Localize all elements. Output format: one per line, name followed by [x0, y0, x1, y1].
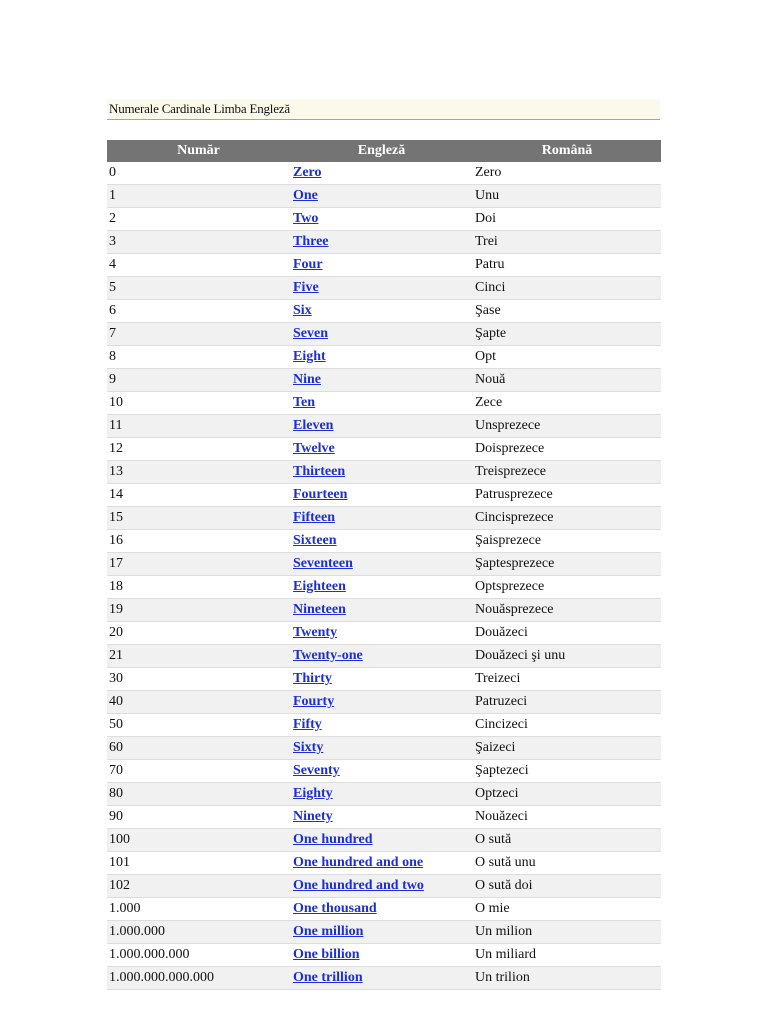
english-cell	[290, 875, 473, 898]
romanian-cell: O sută unu	[473, 852, 661, 875]
romanian-cell: Şaptezeci	[473, 760, 661, 783]
number-cell: 15	[107, 507, 290, 530]
english-word-link[interactable]: Fifty	[293, 717, 322, 732]
table-row	[107, 576, 661, 599]
english-word-link[interactable]: Fourteen	[293, 487, 348, 502]
english-word-link[interactable]: One hundred and two	[293, 878, 424, 893]
column-header-romanian: Română	[473, 140, 661, 162]
column-header-english: Engleză	[290, 140, 473, 162]
romanian-cell: Şaizeci	[473, 737, 661, 760]
number-cell: 100	[107, 829, 290, 852]
english-cell	[290, 369, 473, 392]
romanian-cell: Unsprezece	[473, 415, 661, 438]
table-row	[107, 691, 661, 714]
romanian-cell: Cincisprezece	[473, 507, 661, 530]
english-cell	[290, 714, 473, 737]
english-cell	[290, 300, 473, 323]
table-row	[107, 737, 661, 760]
english-word-link[interactable]: Eighty	[293, 786, 333, 801]
english-cell	[290, 162, 473, 185]
table-row	[107, 323, 661, 346]
romanian-cell: Doi	[473, 208, 661, 231]
table-row	[107, 944, 661, 967]
romanian-cell: Trei	[473, 231, 661, 254]
number-cell: 12	[107, 438, 290, 461]
number-cell: 102	[107, 875, 290, 898]
english-word-link[interactable]: Seventeen	[293, 556, 353, 571]
romanian-cell: O sută	[473, 829, 661, 852]
english-cell	[290, 576, 473, 599]
romanian-cell: Nouăsprezece	[473, 599, 661, 622]
table-row	[107, 553, 661, 576]
english-cell	[290, 231, 473, 254]
table-row	[107, 484, 661, 507]
english-word-link[interactable]: Five	[293, 280, 319, 295]
romanian-cell: Un miliard	[473, 944, 661, 967]
english-word-link[interactable]: One trillion	[293, 970, 363, 985]
number-cell: 18	[107, 576, 290, 599]
romanian-cell: Douăzeci	[473, 622, 661, 645]
english-word-link[interactable]: Three	[293, 234, 329, 249]
number-cell: 0	[107, 162, 290, 185]
english-word-link[interactable]: Eighteen	[293, 579, 346, 594]
english-cell	[290, 599, 473, 622]
number-cell: 6	[107, 300, 290, 323]
table-row	[107, 392, 661, 415]
number-cell: 1.000.000.000.000	[107, 967, 290, 990]
number-cell: 70	[107, 760, 290, 783]
english-word-link[interactable]: Nineteen	[293, 602, 346, 617]
english-cell	[290, 392, 473, 415]
english-cell	[290, 208, 473, 231]
english-word-link[interactable]: Two	[293, 211, 319, 226]
english-cell	[290, 277, 473, 300]
number-cell: 9	[107, 369, 290, 392]
english-word-link[interactable]: Sixty	[293, 740, 324, 755]
romanian-cell: Şaisprezece	[473, 530, 661, 553]
table-row	[107, 829, 661, 852]
english-word-link[interactable]: Seventy	[293, 763, 340, 778]
number-cell: 30	[107, 668, 290, 691]
number-cell: 2	[107, 208, 290, 231]
number-cell: 1.000.000	[107, 921, 290, 944]
romanian-cell: O sută doi	[473, 875, 661, 898]
number-cell: 60	[107, 737, 290, 760]
romanian-cell: Zece	[473, 392, 661, 415]
english-cell	[290, 852, 473, 875]
english-word-link[interactable]: Nine	[293, 372, 321, 387]
table-row	[107, 369, 661, 392]
english-word-link[interactable]: One billion	[293, 947, 360, 962]
romanian-cell: Opt	[473, 346, 661, 369]
english-cell	[290, 921, 473, 944]
table-row	[107, 507, 661, 530]
romanian-cell: Patruzeci	[473, 691, 661, 714]
english-cell	[290, 530, 473, 553]
number-cell: 1	[107, 185, 290, 208]
table-row	[107, 806, 661, 829]
english-cell	[290, 415, 473, 438]
english-cell	[290, 553, 473, 576]
english-word-link[interactable]: Fourty	[293, 694, 335, 709]
english-word-link[interactable]: Twenty	[293, 625, 338, 640]
romanian-cell: Nouăzeci	[473, 806, 661, 829]
english-cell	[290, 323, 473, 346]
english-cell	[290, 254, 473, 277]
english-cell	[290, 806, 473, 829]
table-row	[107, 208, 661, 231]
number-cell: 90	[107, 806, 290, 829]
romanian-cell: Doisprezece	[473, 438, 661, 461]
english-word-link[interactable]: One hundred	[293, 832, 373, 847]
number-cell: 4	[107, 254, 290, 277]
table-row	[107, 231, 661, 254]
english-cell	[290, 737, 473, 760]
table-row	[107, 300, 661, 323]
table-row	[107, 852, 661, 875]
table-row	[107, 967, 661, 990]
number-cell: 40	[107, 691, 290, 714]
english-cell	[290, 438, 473, 461]
number-cell: 7	[107, 323, 290, 346]
table-row	[107, 714, 661, 737]
number-cell: 80	[107, 783, 290, 806]
table-header-row	[107, 140, 661, 162]
table-row	[107, 645, 661, 668]
english-cell	[290, 461, 473, 484]
number-cell: 13	[107, 461, 290, 484]
romanian-cell: Zero	[473, 162, 661, 185]
table-row	[107, 530, 661, 553]
romanian-cell: Şaptesprezece	[473, 553, 661, 576]
table-row	[107, 622, 661, 645]
romanian-cell: Optsprezece	[473, 576, 661, 599]
english-word-link[interactable]: Ninety	[293, 809, 333, 824]
number-cell: 14	[107, 484, 290, 507]
english-cell	[290, 760, 473, 783]
number-cell: 5	[107, 277, 290, 300]
english-cell	[290, 898, 473, 921]
table-row	[107, 760, 661, 783]
english-word-link[interactable]: Twelve	[293, 441, 335, 456]
romanian-cell: Unu	[473, 185, 661, 208]
english-word-link[interactable]: Eight	[293, 349, 326, 364]
english-word-link[interactable]: Eleven	[293, 418, 334, 433]
table-body	[107, 162, 661, 990]
english-word-link[interactable]: Ten	[293, 395, 316, 410]
romanian-cell: Treizeci	[473, 668, 661, 691]
romanian-cell: Patrusprezece	[473, 484, 661, 507]
number-cell: 20	[107, 622, 290, 645]
romanian-cell: Şase	[473, 300, 661, 323]
page-title: Numerale Cardinale Limba Engleză	[107, 99, 660, 120]
romanian-cell: Optzeci	[473, 783, 661, 806]
romanian-cell: Douăzeci şi unu	[473, 645, 661, 668]
english-cell	[290, 668, 473, 691]
english-word-link[interactable]: Thirteen	[293, 464, 346, 479]
english-cell	[290, 783, 473, 806]
english-word-link[interactable]: Sixteen	[293, 533, 337, 548]
table-row	[107, 875, 661, 898]
romanian-cell: Un trilion	[473, 967, 661, 990]
english-word-link[interactable]: Four	[293, 257, 323, 272]
number-cell: 21	[107, 645, 290, 668]
english-word-link[interactable]: Zero	[293, 165, 322, 180]
english-cell	[290, 645, 473, 668]
english-word-link[interactable]: Six	[293, 303, 312, 318]
english-word-link[interactable]: Seven	[293, 326, 328, 341]
english-word-link[interactable]: Thirty	[293, 671, 332, 686]
table-row	[107, 415, 661, 438]
english-word-link[interactable]: One million	[293, 924, 364, 939]
table-row	[107, 254, 661, 277]
english-word-link[interactable]: One	[293, 188, 318, 203]
english-cell	[290, 346, 473, 369]
english-cell	[290, 507, 473, 530]
romanian-cell: O mie	[473, 898, 661, 921]
table-row	[107, 162, 661, 185]
number-cell: 10	[107, 392, 290, 415]
table-row	[107, 346, 661, 369]
english-word-link[interactable]: One thousand	[293, 901, 377, 916]
number-cell: 1.000.000.000	[107, 944, 290, 967]
english-cell	[290, 691, 473, 714]
english-cell	[290, 622, 473, 645]
number-cell: 19	[107, 599, 290, 622]
table-row	[107, 898, 661, 921]
number-cell: 3	[107, 231, 290, 254]
number-cell: 8	[107, 346, 290, 369]
number-cell: 101	[107, 852, 290, 875]
romanian-cell: Treisprezece	[473, 461, 661, 484]
romanian-cell: Un milion	[473, 921, 661, 944]
english-cell	[290, 185, 473, 208]
table-row	[107, 921, 661, 944]
english-word-link[interactable]: Fifteen	[293, 510, 335, 525]
number-cell: 50	[107, 714, 290, 737]
cardinal-numbers-table	[107, 140, 661, 990]
table-row	[107, 599, 661, 622]
english-cell	[290, 484, 473, 507]
column-header-number: Număr	[107, 140, 290, 162]
table-row	[107, 461, 661, 484]
table-row	[107, 438, 661, 461]
romanian-cell: Cincizeci	[473, 714, 661, 737]
number-cell: 11	[107, 415, 290, 438]
number-cell: 17	[107, 553, 290, 576]
table-row	[107, 783, 661, 806]
english-cell	[290, 829, 473, 852]
english-word-link[interactable]: One hundred and one	[293, 855, 424, 870]
table-row	[107, 185, 661, 208]
number-cell: 1.000	[107, 898, 290, 921]
romanian-cell: Nouă	[473, 369, 661, 392]
english-word-link[interactable]: Twenty-one	[293, 648, 363, 663]
romanian-cell: Şapte	[473, 323, 661, 346]
romanian-cell: Patru	[473, 254, 661, 277]
number-cell: 16	[107, 530, 290, 553]
english-cell	[290, 967, 473, 990]
english-cell	[290, 944, 473, 967]
table-row	[107, 668, 661, 691]
romanian-cell: Cinci	[473, 277, 661, 300]
table-row	[107, 277, 661, 300]
